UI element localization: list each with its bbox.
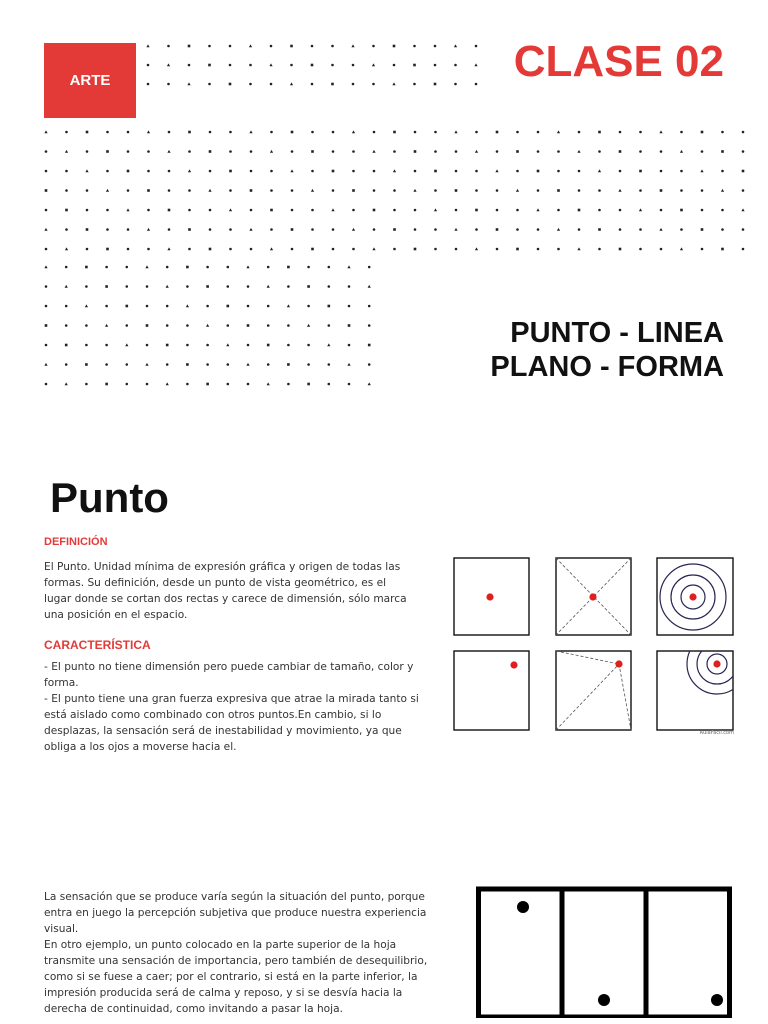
square-offset-circles (657, 634, 736, 730)
square-center-dot (454, 558, 529, 635)
dot-position-panels-figure (476, 886, 732, 1018)
decorative-dot-pattern-bottom (44, 265, 371, 386)
definition-heading: DEFINICIÓN (44, 536, 108, 548)
decorative-dot-pattern-main (44, 130, 745, 251)
square-offset-lines (556, 651, 631, 730)
sensation-paragraph: La sensación que se produce varía según la situación del punto, porque entra en juego la percepción subjetiva que produce nuestra experiencia visual. (44, 891, 427, 935)
figure-watermark: AulaFacil.com (699, 730, 734, 736)
top-dot (517, 901, 529, 913)
square-concentric-circles (657, 558, 733, 635)
section-title: Punto (50, 474, 169, 521)
decorative-dot-pattern-top (146, 44, 478, 86)
topic-line-2: PLANO - FORMA (490, 351, 724, 383)
example-paragraph: En otro ejemplo, un punto colocado en la parte superior de la hoja transmite una sensación de importancia, pero también de desequilibrio, como si se fuese a caer; por el contrario, si está en la parte inferior, la impresión producida será de calma y reposo, y si se desvía hacia la derecha de continuidad, como invitando a pasar la hoja. (44, 939, 428, 1015)
square-diagonals-dot (556, 558, 631, 635)
characteristic-text (44, 659, 424, 755)
characteristic-line-1: - El punto no tiene dimensión pero puede cambiar de tamaño, color y forma. (44, 661, 414, 689)
definition-text: El Punto. Unidad mínima de expresión gráfica y origen de todas las formas. Su definición, desde un punto de vista geométrico, es el lugar donde se cortan dos rectas y carece de dimensión, sólo marca una posición en el espacio. (44, 561, 407, 621)
arte-badge (44, 43, 136, 118)
characteristic-heading: CARACTERÍSTICA (44, 638, 151, 652)
characteristic-line-2: - El punto tiene una gran fuerza expresiva que atrae la mirada tanto si está aislado como combinado con otros puntos.En cambio, si lo desplazas, la sensación será de inestabilidad y movimiento, ya que obliga a los ojos a moverse hacia el. (44, 693, 419, 753)
square-offset-dot (454, 651, 529, 730)
topic-title (490, 316, 724, 384)
arte-badge-label: ARTE (69, 72, 111, 89)
topic-line-1: PUNTO - LINEA (510, 317, 724, 349)
clase-title: CLASE 02 (513, 37, 724, 86)
bottom-dot (598, 994, 610, 1006)
bottom-right-dot (711, 994, 723, 1006)
point-examples-figure (452, 556, 736, 736)
